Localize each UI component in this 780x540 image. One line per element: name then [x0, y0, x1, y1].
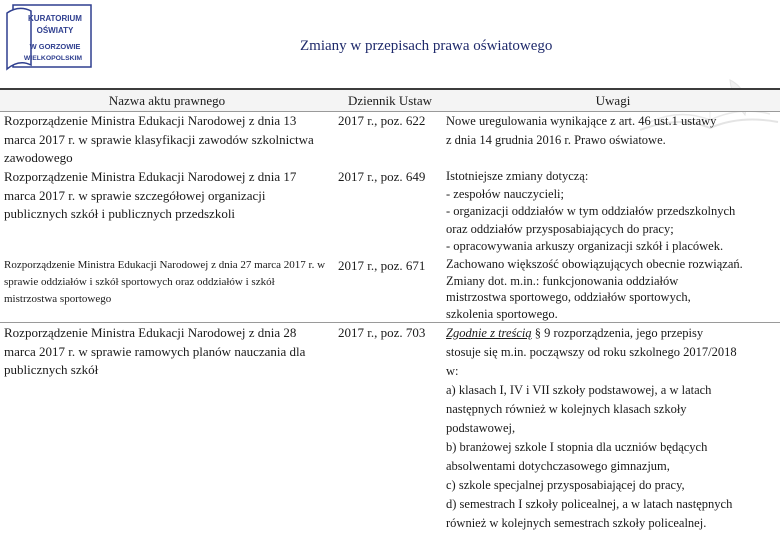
note-line: Nowe uregulowania wynikające z art. 46 ust.1 ustawy [446, 114, 717, 128]
note-line: oraz oddziałów przysposabiających do pracy; [446, 221, 674, 236]
note-line: Zmiany dot. m.in.: funkcjonowania oddziałów [446, 273, 679, 288]
row-1-journal: 2017 r., poz. 622 [338, 113, 426, 128]
note-line: c) szkole specjalnej przysposabiającej do pracy, [446, 478, 685, 492]
note-line: również w kolejnych semestrach szkoły policealnej. [446, 516, 707, 530]
note-line: b) branżowej szkole I stopnia dla uczniów będących [446, 440, 708, 454]
note-line: a) klasach I, IV i VII szkoły podstawowej, a w latach [446, 383, 712, 397]
row-2-notes [446, 168, 780, 256]
row-3-notes [446, 256, 780, 322]
row-divider [0, 322, 780, 323]
note-line: szkolenia sportowego. [446, 306, 558, 321]
row-1-act: Rozporządzenie Ministra Edukacji Narodowej z dnia 13 marca 2017 r. w sprawie klasyfikacji zawodów szkolnictwa zawodowego [4, 113, 314, 165]
logo-line-2: OŚWIATY [36, 26, 74, 35]
note-line: mistrzostwa sportowego, oddziałów sportowych, [446, 290, 691, 304]
note-line: Zachowano większość obowiązujących obecnie rozwiązań. [446, 257, 743, 271]
note-line: absolwentami dotychczasowego gimnazjum, [446, 459, 670, 473]
note-line: w: [446, 364, 459, 378]
row-3-journal: 2017 r., poz. 671 [338, 258, 426, 273]
note-line: Istotniejsze zmiany dotyczą: [446, 169, 589, 183]
notes-lead-emphasis: Zgodnie z treścią [446, 326, 532, 340]
logo-line-4: WIELKOPOLSKIM [23, 55, 83, 62]
logo-line-3: W GORZOWIE [29, 42, 81, 51]
column-header-act: Nazwa aktu prawnego [0, 90, 334, 112]
column-header-journal: Dziennik Ustaw [334, 90, 446, 112]
note-line: następnych również w kolejnych klasach szkoły [446, 402, 687, 416]
column-header-notes: Uwagi [446, 90, 780, 112]
note-line: z dnia 14 grudnia 2016 r. Prawo oświatowe. [446, 132, 666, 147]
kuratorium-logo [3, 3, 96, 71]
notes-lead-rest: § 9 rozporządzenia, jego przepisy [531, 326, 704, 340]
note-line [446, 324, 780, 343]
row-4-act: Rozporządzenie Ministra Edukacji Narodowej z dnia 28 marca 2017 r. w sprawie ramowych planów nauczania dla publicznych szkół [4, 325, 306, 377]
note-line: - organizacji oddziałów w tym oddziałów przedszkolnych [446, 204, 736, 218]
row-3-act: Rozporządzenie Ministra Edukacji Narodowej z dnia 27 marca 2017 r. w sprawie oddziałów i szkół sportowych oraz oddziałów i szkół mistrzostwa sportowego [4, 259, 326, 305]
note-line: podstawowej, [446, 421, 516, 435]
row-4-notes [446, 324, 780, 533]
note-line: stosuje się m.in. począwszy od roku szkolnego 2017/2018 [446, 345, 737, 359]
note-line: - zespołów nauczycieli; [446, 186, 565, 201]
row-4-journal: 2017 r., poz. 703 [338, 325, 426, 340]
row-2-journal: 2017 r., poz. 649 [338, 169, 426, 184]
logo-line-1: KURATORIUM [28, 14, 82, 23]
note-line: d) semestrach I szkoły policealnej, a w latach następnych [446, 497, 733, 511]
row-1-notes [446, 112, 780, 149]
row-2-act: Rozporządzenie Ministra Edukacji Narodowej z dnia 17 marca 2017 r. w sprawie szczegółowej organizacji publicznych szkół i publicznych przedszkoli [4, 169, 297, 221]
note-line: - opracowywania arkuszy organizacji szkół i placówek. [446, 239, 724, 253]
page-title: Zmiany w przepisach prawa oświatowego [300, 38, 553, 54]
